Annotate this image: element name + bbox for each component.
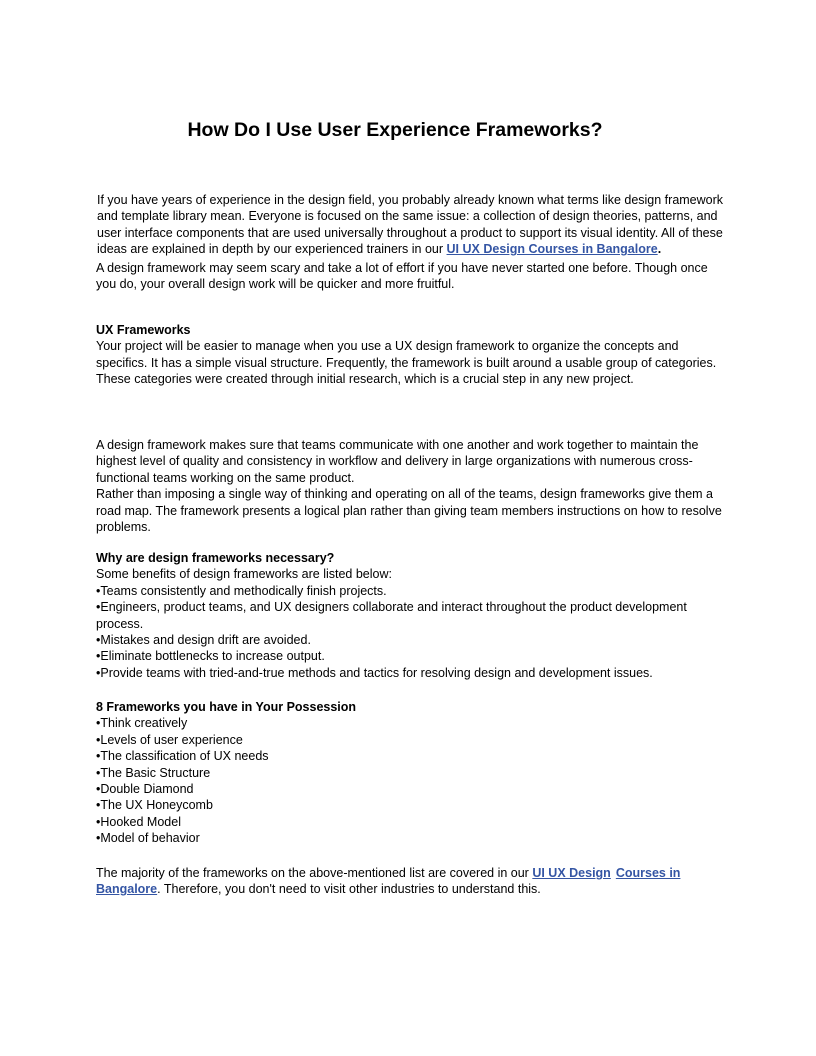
why-list-item: •Teams consistently and methodically finish projects. (96, 583, 387, 598)
ux-frameworks-heading: UX Frameworks (96, 323, 191, 337)
ux-frameworks-paragraph: Your project will be easier to manage when you use a UX design framework to organize the concepts and specifics. It has a simple visual structure. Frequently, the framework is built around a usable group of categories. These categories were created through initial research, which is a crucial step in any new project. (96, 339, 717, 387)
eight-frameworks-heading: 8 Frameworks you have in Your Possession (96, 700, 357, 714)
design-framework-paragraph-2: Rather than imposing a single way of thinking and operating on all of the teams, design frameworks give them a road map. The framework presents a logical plan rather than giving team members instructions on how to resolve problems. (96, 487, 722, 535)
framework-list-item: •Think creatively (96, 716, 188, 731)
ui-ux-courses-link[interactable]: UI UX Design Courses in Bangalore (446, 242, 658, 257)
ui-ux-design-link[interactable]: UI UX Design (532, 866, 611, 880)
eight-frameworks-section (96, 699, 726, 847)
why-list-item: •Eliminate bottlenecks to increase output. (96, 649, 325, 664)
design-framework-section (96, 437, 726, 535)
closing-paragraph (96, 865, 726, 898)
framework-list-item: •The UX Honeycomb (96, 798, 213, 813)
framework-list-item: •Levels of user experience (96, 732, 243, 747)
why-list-item: •Engineers, product teams, and UX designers collaborate and interact throughout the product development process. (96, 600, 687, 631)
why-intro: Some benefits of design frameworks are listed below: (96, 567, 392, 582)
intro-paragraph-2: A design framework may seem scary and take a lot of effort if you have never started one before. Though once you do, your overall design work will be quicker and more fruitful. (96, 260, 708, 292)
why-section (96, 550, 726, 681)
closing-text-2: . Therefore, you don't need to visit other industries to understand this. (157, 882, 541, 897)
framework-list-item: •Hooked Model (96, 814, 181, 829)
framework-list-item: •The Basic Structure (96, 765, 211, 780)
closing-section (96, 865, 726, 898)
intro-paragraph-1-text: If you have years of experience in the design field, you probably already known what terms like design framework and template library mean. Everyone is focused on the same issue: a collection of design theories, patterns, and user interface components that are used universally throughout a product to support its visual identity. All of these ideas are explained in depth by our experienced trainers in our (97, 193, 724, 257)
framework-list-item: •Double Diamond (96, 782, 194, 797)
framework-list-item: •Model of behavior (96, 831, 200, 846)
intro-section (96, 192, 726, 292)
intro-paragraph-1 (96, 192, 726, 258)
framework-list-item: •The classification of UX needs (96, 749, 269, 764)
page-title: How Do I Use User Experience Frameworks? (187, 119, 603, 141)
why-heading: Why are design frameworks necessary? (96, 551, 335, 565)
why-list-item: •Provide teams with tried-and-true methods and tactics for resolving design and development issues. (96, 665, 653, 680)
closing-text-1: The majority of the frameworks on the above-mentioned list are covered in our (96, 866, 533, 880)
design-framework-paragraph-1: A design framework makes sure that teams communicate with one another and work together to maintain the highest level of quality and consistency in workflow and delivery in large organizations with numerous cross-functional teams working on the same product. (96, 438, 699, 485)
ux-frameworks-section (96, 322, 726, 388)
intro-paragraph-1-end: . (657, 242, 662, 257)
courses-in-bangalore-link[interactable]: Courses in Bangalore (96, 866, 681, 897)
why-list-item: •Mistakes and design drift are avoided. (96, 633, 311, 648)
